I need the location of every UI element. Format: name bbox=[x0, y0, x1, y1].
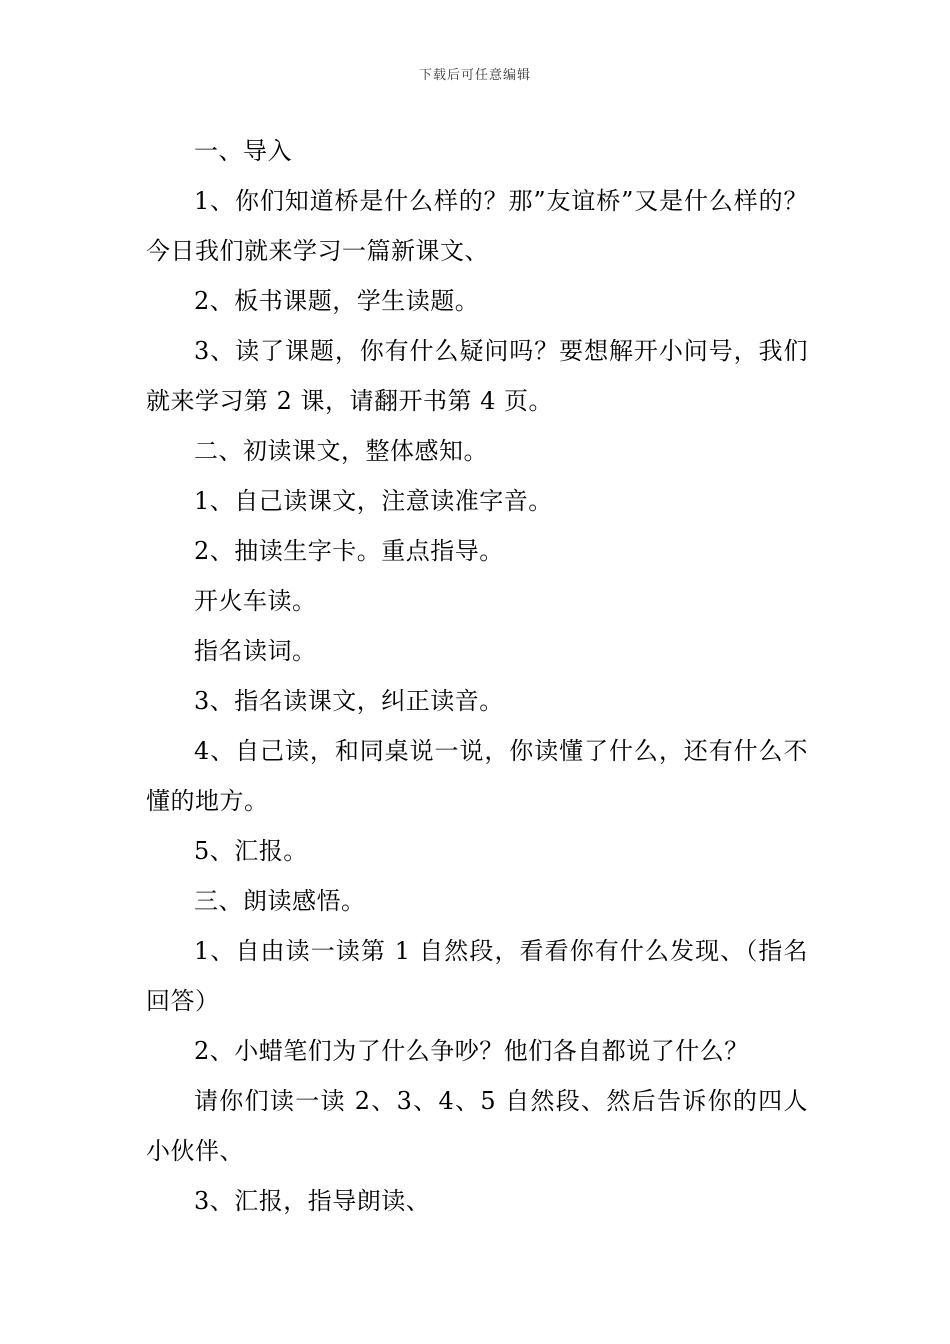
section-heading-intro: 一、导入 bbox=[194, 137, 292, 165]
paragraph: 1、你们知道桥是什么样的？那”友谊桥”又是什么样的？今日我们就来学习一篇新课文、 bbox=[146, 187, 808, 265]
paragraph: 请你们读一读 2、3、4、5 自然段、然后告诉你的四人小伙伴、 bbox=[146, 1087, 808, 1165]
paragraph: 1、自己读课文，注意读准字音。 bbox=[194, 487, 553, 515]
paragraph: 3、读了课题，你有什么疑问吗？要想解开小问号，我们就来学习第 2 课，请翻开书第 4 页。 bbox=[146, 337, 808, 415]
document-body bbox=[146, 126, 808, 1226]
paragraph: 3、汇报，指导朗读、 bbox=[194, 1187, 431, 1215]
paragraph: 5、汇报。 bbox=[194, 837, 308, 865]
section-heading-reading-comprehension: 三、朗读感悟。 bbox=[194, 887, 366, 915]
paragraph: 3、指名读课文，纠正读音。 bbox=[194, 687, 504, 715]
paragraph: 指名读词。 bbox=[194, 637, 317, 665]
paragraph: 开火车读。 bbox=[194, 587, 317, 615]
paragraph: 1、自由读一读第 1 自然段，看看你有什么发现、（指名回答） bbox=[146, 937, 808, 1015]
paragraph: 2、抽读生字卡。重点指导。 bbox=[194, 537, 504, 565]
page-header-note: 下载后可任意编辑 bbox=[418, 68, 531, 83]
paragraph: 2、板书课题，学生读题。 bbox=[194, 287, 480, 315]
paragraph: 2、小蜡笔们为了什么争吵？他们各自都说了什么？ bbox=[194, 1037, 749, 1065]
section-heading-first-reading: 二、初读课文，整体感知。 bbox=[194, 437, 488, 465]
paragraph: 4、自己读，和同桌说一说，你读懂了什么，还有什么不懂的地方。 bbox=[146, 737, 808, 815]
